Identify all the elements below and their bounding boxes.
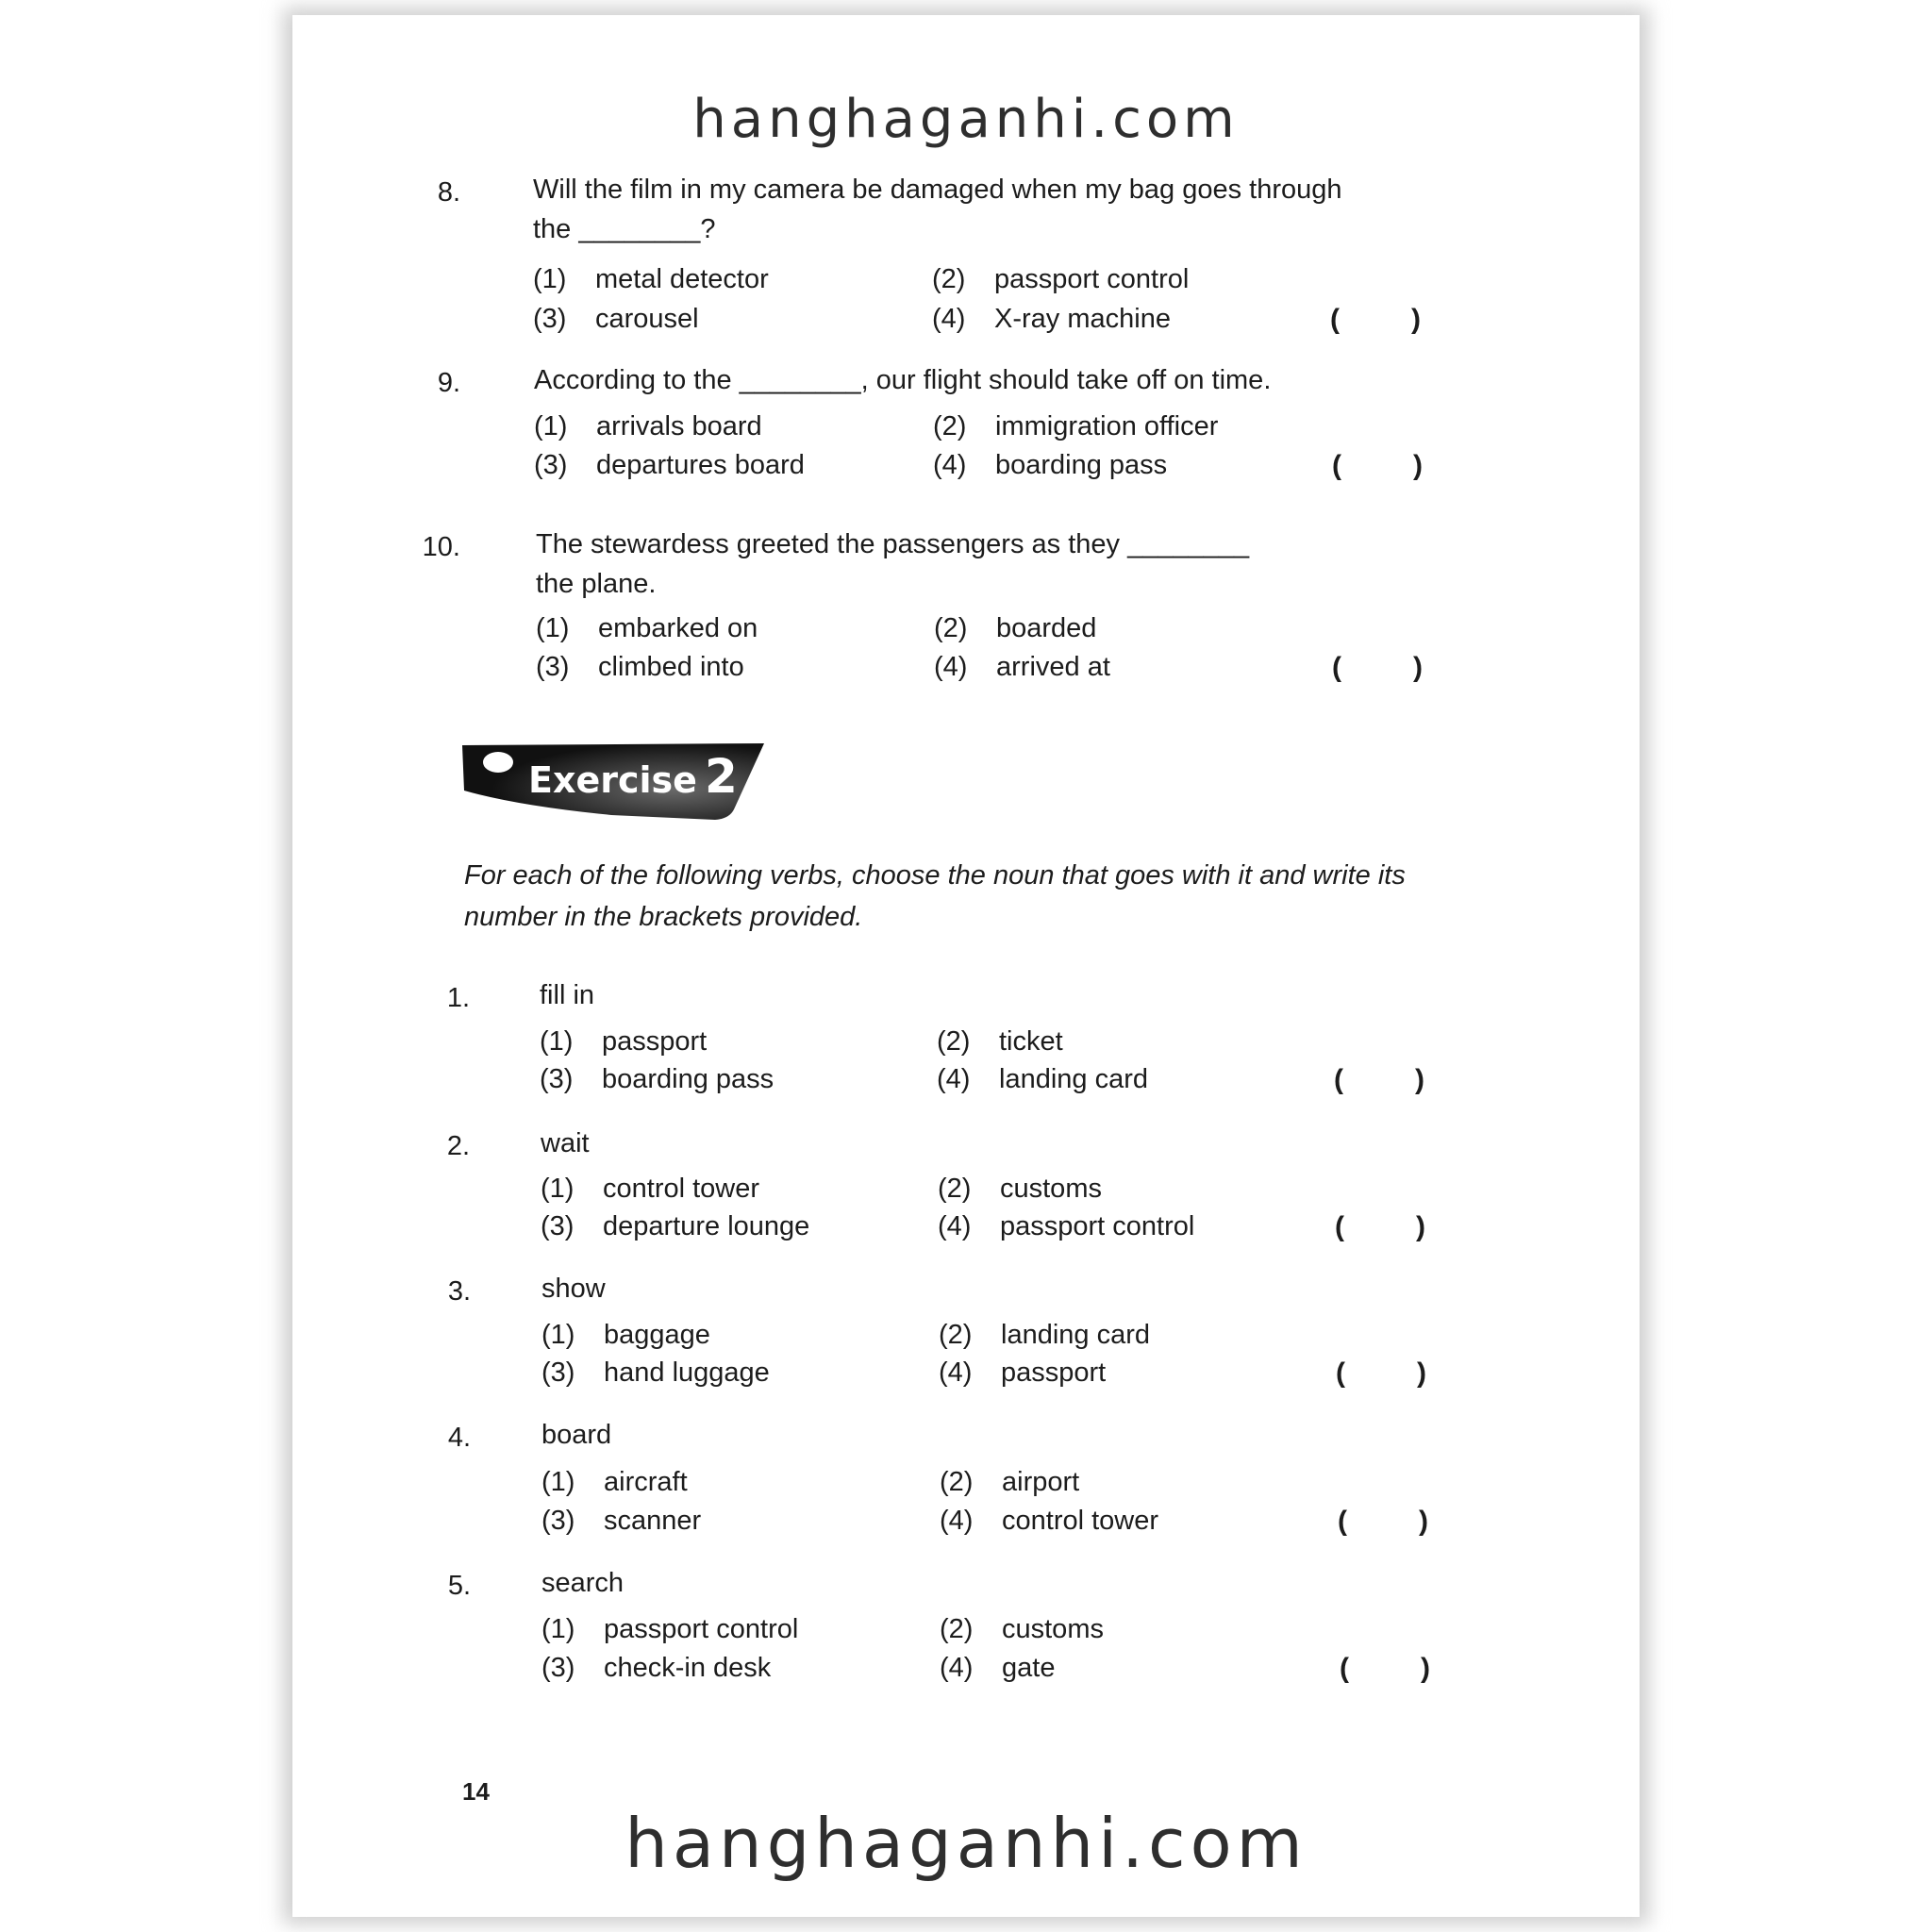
option-1: (1) arrivals board [534, 411, 762, 441]
page-number: 14 [462, 1777, 490, 1806]
option-3: (3) boarding pass [540, 1064, 774, 1094]
question-number: 8. [437, 177, 460, 208]
question-text-line1: According to the ________, our flight should take off on time. [534, 365, 1272, 395]
option-2: (2) landing card [939, 1320, 1150, 1350]
item-verb: wait [541, 1128, 590, 1158]
question-text-line1: Will the film in my camera be damaged when my bag goes through [533, 175, 1342, 205]
answer-bracket-close: ) [1416, 1211, 1425, 1242]
answer-bracket-close: ) [1413, 652, 1423, 683]
watermark-bottom: hanghaganhi.com [625, 1804, 1307, 1883]
item-verb: search [541, 1568, 625, 1598]
item-verb: fill in [540, 980, 595, 1010]
option-3: (3) check-in desk [541, 1653, 772, 1683]
item-verb: board [541, 1420, 612, 1450]
exercise-instructions: For each of the following verbs, choose the noun that goes with it and write its number in the brackets provided. [464, 860, 1406, 932]
answer-bracket-open[interactable]: ( [1330, 304, 1340, 335]
answer-bracket-open[interactable]: ( [1335, 1211, 1344, 1242]
option-2: (2) boarded [934, 613, 1097, 643]
option-4: (4) passport control [938, 1211, 1195, 1241]
answer-bracket-open[interactable]: ( [1340, 1653, 1349, 1684]
option-2: (2) customs [940, 1614, 1104, 1644]
option-4: (4) boarding pass [933, 450, 1168, 480]
answer-bracket-close: ) [1417, 1357, 1426, 1389]
banner-dot-icon [483, 752, 513, 773]
option-4: (4) gate [940, 1653, 1056, 1683]
option-4: (4) landing card [937, 1064, 1148, 1094]
option-2: (2) passport control [932, 264, 1190, 294]
option-1: (1) embarked on [536, 613, 758, 643]
option-2: (2) airport [940, 1467, 1080, 1497]
option-3: (3) carousel [533, 304, 699, 334]
option-4: (4) passport [939, 1357, 1107, 1388]
option-3: (3) climbed into [536, 652, 744, 682]
document-page: hanghaganhi.com 8. Will the film in my camera be damaged when my bag goes through the ________? (1) metal detector (2) passport control (3) carousel (4) X-ray machine ( ) 9. According to the ________, our flight should take off on time. (1) arrivals board (2) immigration officer (3) departures board (4) boarding pass ( ) 10. The stewardess greeted the passengers as they ________ the plane. (1) embarked on (2) boarded (3) climbed into (4) arrived at ( ) Exercise 2 For each of the following verbs, choose the noun that goes with it and write its number in the brackets provided. 1. fill in (1) passport (2) ticket (3) boarding pass (4) landing card ( ) 2. wait (1) control tower (2) customs (3) departure lounge (4) passport control ( ) 3. show (1) baggage (2) landing card (3) hand luggage (4) passport ( ) 4. board (1) aircraft (2) airport (3) scanner (4) control tower ( ) 5. search (1) passport control (2) customs (3) check-in desk (4) gate ( ) 14 hanghaganhi.com [292, 15, 1640, 1917]
question-text-line2: the ________? [533, 214, 716, 244]
option-4: (4) X-ray machine [932, 304, 1171, 334]
answer-bracket-close: ) [1411, 304, 1421, 335]
answer-bracket-open[interactable]: ( [1334, 1064, 1343, 1095]
option-1: (1) passport control [541, 1614, 799, 1644]
option-3: (3) departures board [534, 450, 805, 480]
option-1: (1) aircraft [541, 1467, 688, 1497]
item-verb: show [541, 1274, 606, 1304]
option-3: (3) hand luggage [541, 1357, 770, 1388]
option-4: (4) control tower [940, 1506, 1159, 1536]
question-text-line1: The stewardess greeted the passengers as they ________ [536, 529, 1250, 559]
option-2: (2) customs [938, 1174, 1102, 1204]
option-2: (2) ticket [937, 1026, 1063, 1057]
option-1: (1) passport [540, 1026, 708, 1057]
option-1: (1) metal detector [533, 264, 769, 294]
option-1: (1) baggage [541, 1320, 710, 1350]
question-text-line2: the plane. [536, 569, 657, 599]
watermark-top: hanghaganhi.com [692, 89, 1240, 150]
option-2: (2) immigration officer [933, 411, 1219, 441]
option-1: (1) control tower [541, 1174, 760, 1204]
option-3: (3) departure lounge [541, 1211, 810, 1241]
exercise-title: Exercise 2 [528, 749, 738, 804]
answer-bracket-close: ) [1421, 1653, 1430, 1684]
answer-bracket-close: ) [1419, 1506, 1428, 1537]
question-number: 9. [437, 368, 460, 398]
question-number: 10. [422, 532, 460, 562]
answer-bracket-open[interactable]: ( [1338, 1506, 1347, 1537]
option-4: (4) arrived at [934, 652, 1110, 682]
option-3: (3) scanner [541, 1506, 702, 1536]
answer-bracket-close: ) [1415, 1064, 1424, 1095]
answer-bracket-open[interactable]: ( [1336, 1357, 1345, 1389]
answer-bracket-open[interactable]: ( [1332, 450, 1341, 481]
answer-bracket-open[interactable]: ( [1332, 652, 1341, 683]
answer-bracket-close: ) [1413, 450, 1423, 481]
